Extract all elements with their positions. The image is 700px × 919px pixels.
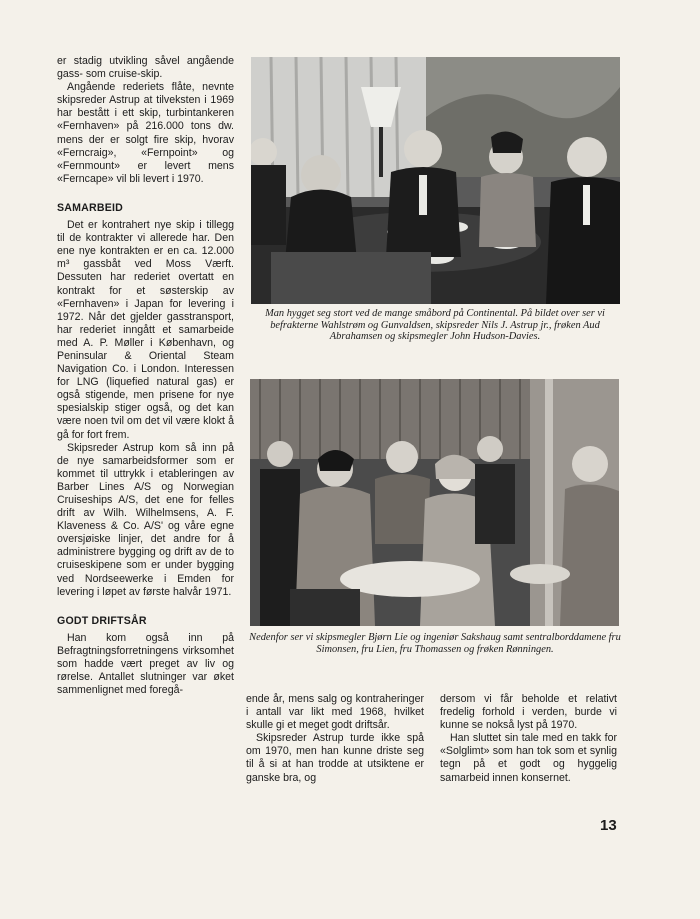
photo-dinner-party-bottom: [250, 379, 619, 626]
photo-illustration: [250, 379, 619, 626]
paragraph: Han sluttet sin tale med en takk for «Solglimt» som han tok som et synlig tegn på et godt og hyggelig samarbeid innen konsernet.: [440, 732, 617, 784]
section-heading: SAMARBEID: [57, 201, 123, 214]
photo-caption-top: Man hygget seg stort ved de mange småbord på Continental. På bildet over ser vi befrakterne Wahlstrøm og Gunvaldsen, skipsreder Nils J. Astrup jr., frøken Aud Abrahamsen og skipsmegler John Hudson-Davies.: [265, 308, 605, 343]
middle-column: [246, 693, 424, 785]
paragraph: Han kom også inn på Befragtningsforretningens virksomhet som hadde vært preget av liv og rørelse. Antallet slutninger var øket sammenlignet med foregå-: [57, 631, 234, 697]
right-column: [440, 693, 617, 785]
section-heading: GODT DRIFTSÅR: [57, 614, 147, 627]
photo-caption-bottom: Nedenfor ser vi skipsmegler Bjørn Lie og ingeniør Sakshaug samt sentralborddamene fru Simonsen, fru Lien, fru Thomassen og frøken Rønningen.: [249, 632, 621, 655]
paragraph: dersom vi får beholde et relativt fredelig forhold i verden, burde vi kunne se nokså lyst på 1970.: [440, 693, 617, 732]
paragraph: Skipsreder Astrup turde ikke spå om 1970, men han kunne driste seg til å si at han trodde at utsiktene er ganske bra, og: [246, 732, 424, 784]
page-number: 13: [600, 817, 617, 834]
photo-illustration: [251, 57, 620, 304]
paragraph: Det er kontrahert nye skip i tillegg til de kontrakter vi allerede har. Den ene nye kontrakten er en ca. 12.000 m³ gassbåt ved Moss Værft. Dessuten har rederiet overtatt en kontrakt for et søsterskip av «Fernhaven» i Japan for levering i 1972. Når det gjelder gasstransport, har rederiet inngått et samarbeide med A. P. Møller i København, og Peninsular & Oriental Steam Navigation Co. i London. Interessen for LNG (liquefied natural gas) er også stigende, men prisene for nye spesialskip stiger også, og det kan være noen tvil om det vil være klokt å gå for fort frem.: [57, 219, 234, 441]
paragraph: ende år, mens salg og kontraheringer i antall var likt med 1968, hvilket skulle gi et meget godt driftsår.: [246, 693, 424, 732]
paragraph: Skipsreder Astrup kom så inn på de nye samarbeidsformer som er kommet til uttrykk i etableringen av Barber Lines A/S og Norwegian Cruiseships A/S, det ene for felles drift av Wilh. Wilhelmsens, A. F. Klaveness & Co. A/S' og våre egne oversjøiske linjer, det andre for å administrere bygging og drift av de to cruiseskipene som er under bygging ved Nordseewerke i Emden for levering i løpet av første halvår 1971.: [57, 441, 234, 598]
photo-dinner-party-top: [251, 57, 620, 304]
left-column: [57, 55, 234, 697]
paragraph: er stadig utvikling såvel angående gass- som cruise-skip.: [57, 55, 234, 81]
paragraph: Angående rederiets flåte, nevnte skipsreder Astrup at tilveksten i 1969 har bestått i ett skip, turbintankeren «Fernhaven» på 216.000 tons dw. mens der er solgt fire skip, hvorav «Ferncraig», «Fernpoint» og «Fernmount» er levert mens «Ferncape» vil bli levert i 1970.: [57, 81, 234, 185]
